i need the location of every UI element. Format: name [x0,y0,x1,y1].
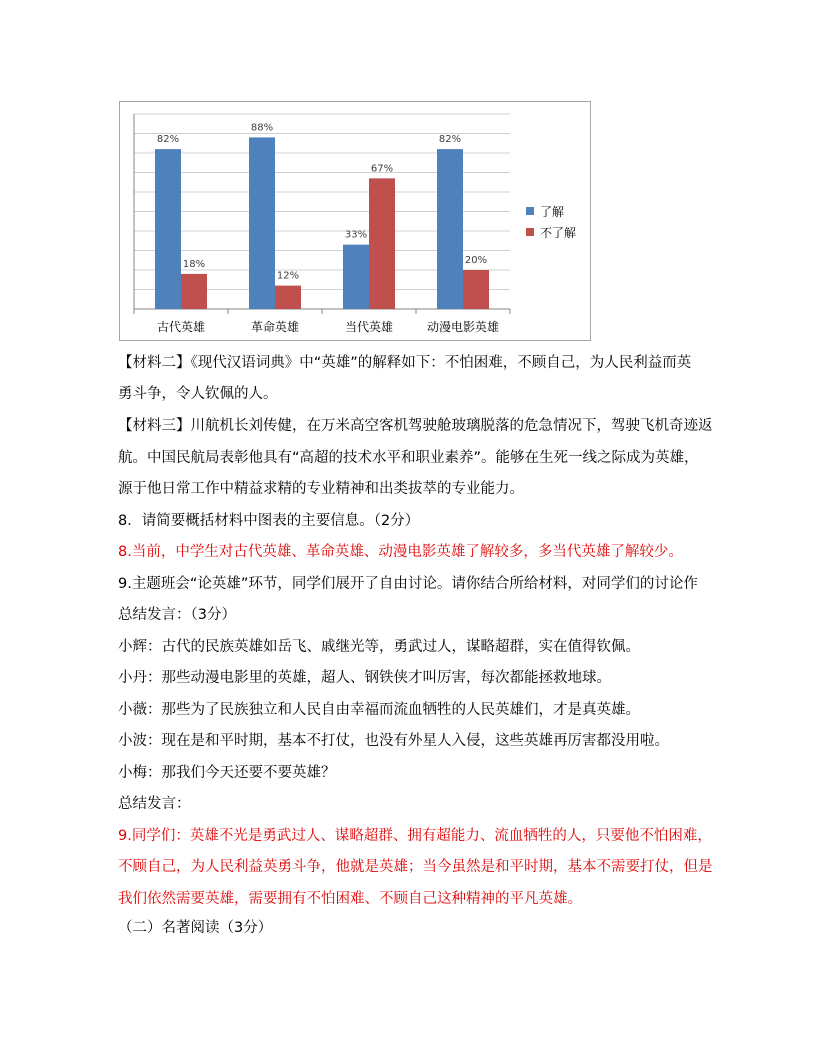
answer-8: 8.当前，中学生对古代英雄、革命英雄、动漫电影英雄了解较多，多当代英雄了解较少。 [118,544,683,560]
data-label: 18% [182,258,206,270]
data-label: 33% [344,229,368,241]
data-label: 67% [370,163,394,175]
question-9-line-1: 9.主题班会“论英雄”环节，同学们展开了自由讨论。请你结合所给材料，对同学们的讨论作 [118,576,698,592]
question-9-line-2: 总结发言：（3分） [118,607,236,623]
bar-understand-0 [155,149,181,309]
data-label: 20% [464,255,488,266]
bar-not-understand-2 [369,178,395,309]
discussion-xiaobo: 小波：现在是和平时期，基本不打仗，也没有外星人入侵，这些英雄再厉害都没用啦。 [118,733,669,749]
answer-9-line-1: 9.同学们：英雄不光是勇武过人、谋略超群、拥有超能力、流血牺牲的人，只要他不怕困难， [118,828,712,844]
category-label: 动漫电影英雄 [426,320,500,334]
data-label: 82% [438,134,462,146]
discussion-xiaohui: 小辉：古代的民族英雄如岳飞、戚继光等，勇武过人，谋略超群，实在值得钦佩。 [118,639,640,655]
section-classics-reading: （二）名著阅读（3分） [118,920,273,936]
chart-canvas [120,102,592,342]
data-label: 12% [276,270,300,282]
material-three-line-3: 源于他日常工作中精益求精的专业精神和出类拔萃的专业能力。 [118,481,524,497]
category-label: 革命英雄 [250,320,300,334]
material-three-line-1: 【材料三】川航机长刘传健，在万米高空客机驾驶舱玻璃脱落的危急情况下，驾驶飞机奇迹返 [118,418,713,434]
legend-swatch [526,207,534,215]
material-two-line-1: 【材料二】《现代汉语词典》中“英雄”的解释如下：不怕困难，不顾自己，为人民利益而英 [118,355,692,371]
question-8: 8．请简要概括材料中图表的主要信息。（2分） [118,513,420,529]
category-label: 当代英雄 [344,320,394,334]
bar-not-understand-3 [463,270,489,309]
legend-label: 不了解 [540,226,577,240]
legend-swatch [526,228,534,236]
discussion-xiaomei: 小梅：那我们今天还要不要英雄？ [118,765,336,781]
discussion-xiaodan: 小丹：那些动漫电影里的英雄，超人、钢铁侠才叫厉害，每次都能拯救地球。 [118,670,611,686]
bar-understand-1 [249,137,275,309]
category-label: 古代英雄 [156,320,206,334]
bar-understand-3 [437,149,463,309]
summary-label: 总结发言： [118,796,191,812]
discussion-xiaowei: 小薇：那些为了民族独立和人民自由幸福而流血牺牲的人民英雄们，才是真英雄。 [118,702,640,718]
material-three-line-2: 航。中国民航局表彰他具有“高超的技术水平和职业素养”。能够在生死一线之际成为英雄， [118,450,699,466]
legend-label: 了解 [540,205,565,219]
survey-bar-chart [119,101,591,341]
bar-not-understand-1 [275,286,301,309]
material-two-line-2: 勇斗争，令人钦佩的人。 [118,386,278,402]
answer-9-line-3: 我们依然需要英雄，需要拥有不怕困难、不顾自己这种精神的平凡英雄。 [118,891,582,907]
data-label: 88% [250,122,274,134]
answer-9-line-2: 不顾自己，为人民利益英勇斗争，他就是英雄；当今虽然是和平时期，基本不需要打仗，但是 [118,859,713,875]
bar-not-understand-0 [181,274,207,309]
data-label: 82% [156,134,180,146]
bar-understand-2 [343,245,369,309]
